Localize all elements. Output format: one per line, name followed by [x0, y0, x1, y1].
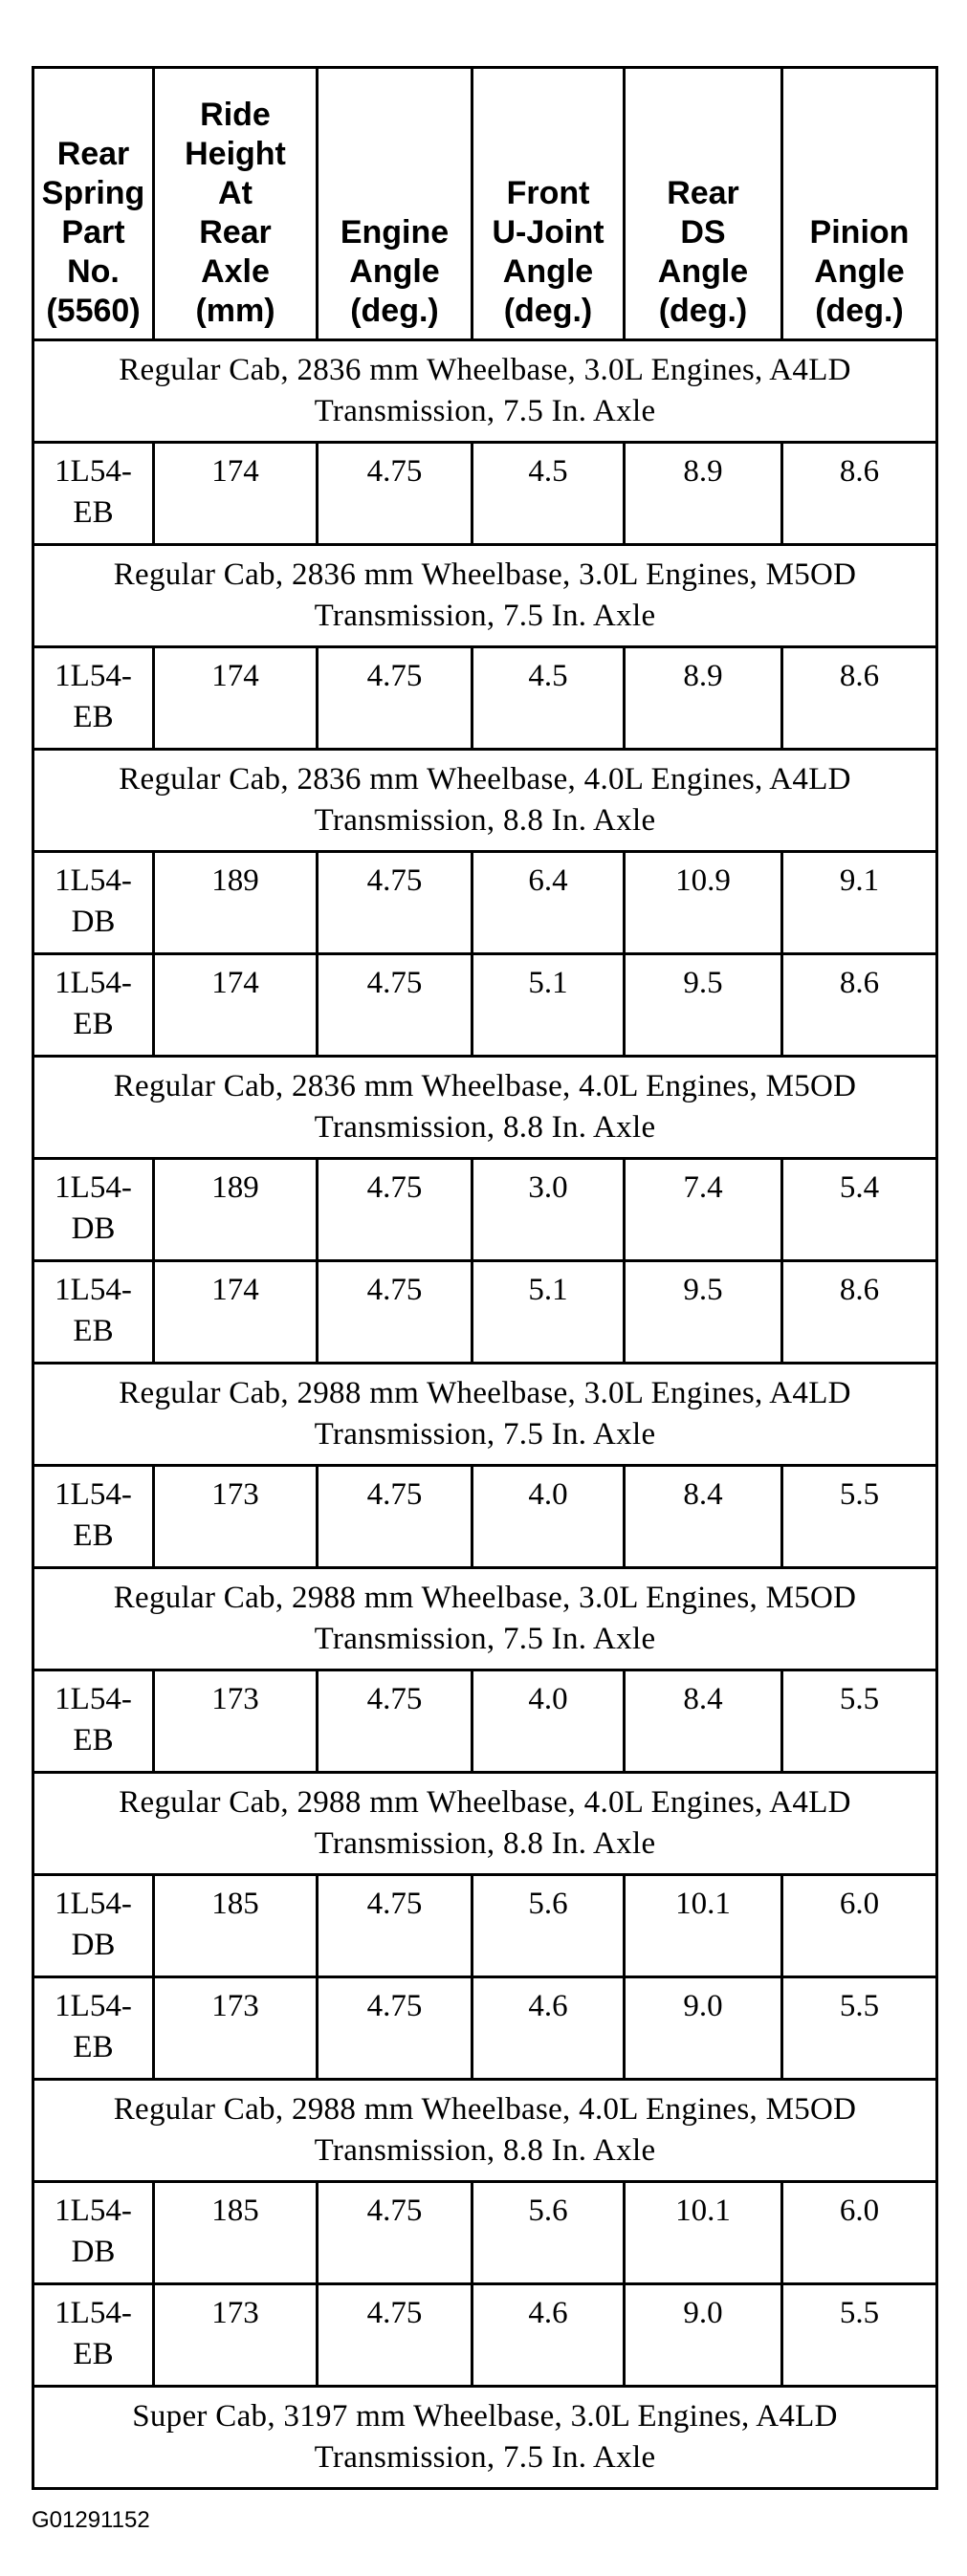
ride-height-cell: 174 [154, 1261, 318, 1364]
ride-height-cell: 173 [154, 2284, 318, 2387]
table-row [33, 1670, 937, 1773]
part-no-cell: 1L54- DB [33, 1875, 154, 1977]
pinion-angle-cell: 5.5 [782, 1977, 937, 2080]
rear-ds-angle-cell: 10.1 [625, 2182, 782, 2284]
part-no-cell: 1L54- EB [33, 1670, 154, 1773]
engine-angle-cell: 4.75 [318, 1466, 473, 1568]
engine-angle-cell: 4.75 [318, 1977, 473, 2080]
front-u-joint-angle-cell: 5.6 [473, 2182, 625, 2284]
part-no-cell: 1L54- EB [33, 1977, 154, 2080]
part-no-cell: 1L54- EB [33, 443, 154, 545]
group-heading: Regular Cab, 2836 mm Wheelbase, 3.0L Engines, A4LD Transmission, 7.5 In. Axle [33, 340, 937, 443]
ride-height-cell: 174 [154, 647, 318, 750]
front-u-joint-angle-cell: 4.5 [473, 647, 625, 750]
table-row [33, 647, 937, 750]
engine-angle-cell: 4.75 [318, 1261, 473, 1364]
engine-angle-cell: 4.75 [318, 954, 473, 1057]
rear-ds-angle-cell: 8.9 [625, 647, 782, 750]
part-no-cell: 1L54- EB [33, 647, 154, 750]
header-row [33, 68, 937, 340]
part-no-cell: 1L54- EB [33, 1466, 154, 1568]
front-u-joint-angle-cell: 5.1 [473, 954, 625, 1057]
part-no-cell: 1L54- EB [33, 2284, 154, 2387]
group-heading-row [33, 1568, 937, 1670]
table-row [33, 1261, 937, 1364]
front-u-joint-angle-cell: 4.6 [473, 2284, 625, 2387]
rear-ds-angle-cell: 9.0 [625, 2284, 782, 2387]
group-heading-row [33, 2080, 937, 2182]
pinion-angle-cell: 6.0 [782, 2182, 937, 2284]
part-no-cell: 1L54- DB [33, 2182, 154, 2284]
front-u-joint-angle-cell: 4.6 [473, 1977, 625, 2080]
header-ride-height: Ride Height At Rear Axle (mm) [154, 68, 318, 340]
group-heading: Regular Cab, 2836 mm Wheelbase, 3.0L Engines, M5OD Transmission, 7.5 In. Axle [33, 545, 937, 647]
pinion-angle-cell: 8.6 [782, 1261, 937, 1364]
table-row [33, 1977, 937, 2080]
rear-ds-angle-cell: 8.9 [625, 443, 782, 545]
pinion-angle-cell: 5.5 [782, 1466, 937, 1568]
rear-ds-angle-cell: 8.4 [625, 1670, 782, 1773]
table-row [33, 1466, 937, 1568]
ride-height-cell: 174 [154, 954, 318, 1057]
group-heading-row [33, 2387, 937, 2489]
ride-height-cell: 189 [154, 852, 318, 954]
ride-height-cell: 185 [154, 1875, 318, 1977]
front-u-joint-angle-cell: 5.1 [473, 1261, 625, 1364]
engine-angle-cell: 4.75 [318, 1670, 473, 1773]
pinion-angle-cell: 5.5 [782, 1670, 937, 1773]
rear-ds-angle-cell: 10.9 [625, 852, 782, 954]
engine-angle-cell: 4.75 [318, 647, 473, 750]
table-row [33, 2182, 937, 2284]
front-u-joint-angle-cell: 4.0 [473, 1466, 625, 1568]
pinion-angle-cell: 6.0 [782, 1875, 937, 1977]
group-heading-row [33, 1773, 937, 1875]
group-heading: Regular Cab, 2836 mm Wheelbase, 4.0L Engines, M5OD Transmission, 8.8 In. Axle [33, 1057, 937, 1159]
table-row [33, 2284, 937, 2387]
figure-id: G01291152 [32, 2507, 150, 2533]
group-heading-row [33, 1364, 937, 1466]
part-no-cell: 1L54- DB [33, 1159, 154, 1261]
header-front-u-joint-angle: Front U-Joint Angle (deg.) [473, 68, 625, 340]
table-row [33, 1159, 937, 1261]
rear-ds-angle-cell: 8.4 [625, 1466, 782, 1568]
pinion-angle-cell: 8.6 [782, 647, 937, 750]
ride-height-cell: 174 [154, 443, 318, 545]
header-rear-spring-part-no: Rear Spring Part No. (5560) [33, 68, 154, 340]
table-row [33, 1875, 937, 1977]
engine-angle-cell: 4.75 [318, 852, 473, 954]
group-heading-row [33, 1057, 937, 1159]
pinion-angle-cell: 8.6 [782, 954, 937, 1057]
header-pinion-angle: Pinion Angle (deg.) [782, 68, 937, 340]
pinion-angle-cell: 9.1 [782, 852, 937, 954]
ride-height-cell: 185 [154, 2182, 318, 2284]
ride-height-cell: 189 [154, 1159, 318, 1261]
table-row [33, 443, 937, 545]
header-engine-angle: Engine Angle (deg.) [318, 68, 473, 340]
group-heading: Super Cab, 3197 mm Wheelbase, 3.0L Engines, A4LD Transmission, 7.5 In. Axle [33, 2387, 937, 2489]
driveshaft-angle-table [32, 66, 938, 2490]
front-u-joint-angle-cell: 5.6 [473, 1875, 625, 1977]
part-no-cell: 1L54- DB [33, 852, 154, 954]
group-heading: Regular Cab, 2988 mm Wheelbase, 3.0L Engines, M5OD Transmission, 7.5 In. Axle [33, 1568, 937, 1670]
engine-angle-cell: 4.75 [318, 1875, 473, 1977]
front-u-joint-angle-cell: 6.4 [473, 852, 625, 954]
rear-ds-angle-cell: 9.0 [625, 1977, 782, 2080]
group-heading-row [33, 545, 937, 647]
pinion-angle-cell: 5.5 [782, 2284, 937, 2387]
front-u-joint-angle-cell: 4.5 [473, 443, 625, 545]
group-heading: Regular Cab, 2836 mm Wheelbase, 4.0L Engines, A4LD Transmission, 8.8 In. Axle [33, 750, 937, 852]
group-heading: Regular Cab, 2988 mm Wheelbase, 4.0L Engines, M5OD Transmission, 8.8 In. Axle [33, 2080, 937, 2182]
engine-angle-cell: 4.75 [318, 2182, 473, 2284]
rear-ds-angle-cell: 7.4 [625, 1159, 782, 1261]
rear-ds-angle-cell: 9.5 [625, 954, 782, 1057]
engine-angle-cell: 4.75 [318, 1159, 473, 1261]
rear-ds-angle-cell: 10.1 [625, 1875, 782, 1977]
engine-angle-cell: 4.75 [318, 443, 473, 545]
group-heading: Regular Cab, 2988 mm Wheelbase, 3.0L Engines, A4LD Transmission, 7.5 In. Axle [33, 1364, 937, 1466]
rear-ds-angle-cell: 9.5 [625, 1261, 782, 1364]
pinion-angle-cell: 5.4 [782, 1159, 937, 1261]
front-u-joint-angle-cell: 4.0 [473, 1670, 625, 1773]
ride-height-cell: 173 [154, 1466, 318, 1568]
header-rear-ds-angle: Rear DS Angle (deg.) [625, 68, 782, 340]
group-heading-row [33, 750, 937, 852]
pinion-angle-cell: 8.6 [782, 443, 937, 545]
table-row [33, 954, 937, 1057]
front-u-joint-angle-cell: 3.0 [473, 1159, 625, 1261]
group-heading: Regular Cab, 2988 mm Wheelbase, 4.0L Engines, A4LD Transmission, 8.8 In. Axle [33, 1773, 937, 1875]
table-row [33, 852, 937, 954]
engine-angle-cell: 4.75 [318, 2284, 473, 2387]
ride-height-cell: 173 [154, 1977, 318, 2080]
part-no-cell: 1L54- EB [33, 954, 154, 1057]
part-no-cell: 1L54- EB [33, 1261, 154, 1364]
ride-height-cell: 173 [154, 1670, 318, 1773]
group-heading-row [33, 340, 937, 443]
